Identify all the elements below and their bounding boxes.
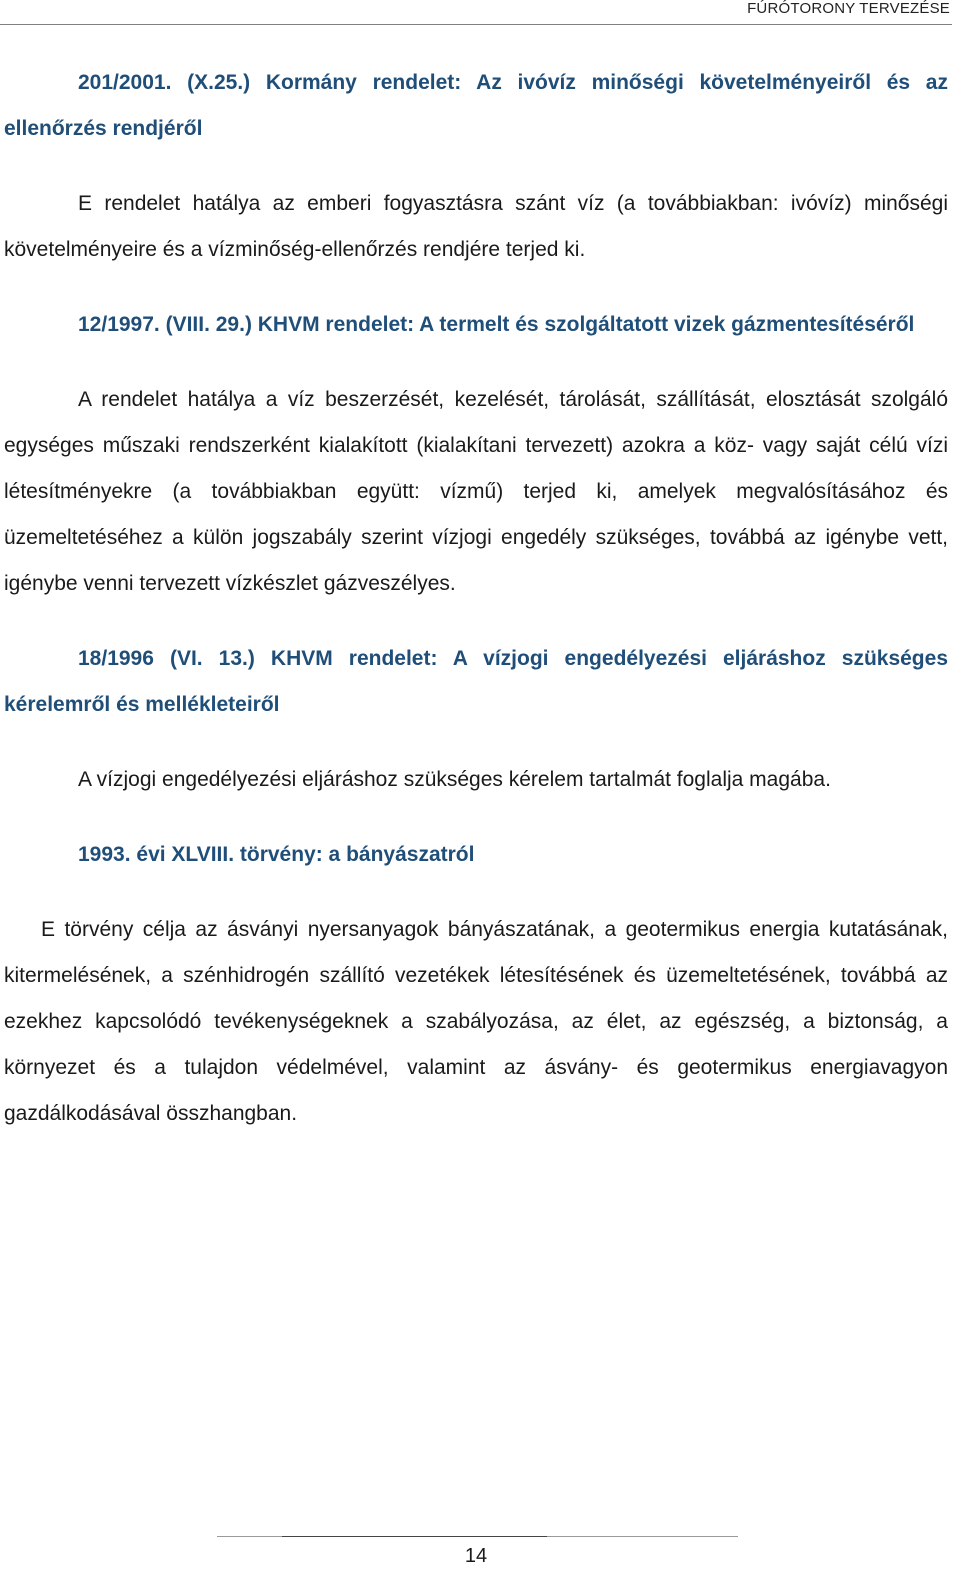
section-paragraph: E törvény célja az ásványi nyersanyagok bányászatának, a geotermikus energia kutatásának, kitermelésének, a szénhidrogén szállító vezetékek létesítésének és üzemeltetésének, továbbá az ezekhez kapcsolódó tevékenységeknek a szabályozása, az élet, az egészség, a biztonság, a környezet és a tulajdon védelmével, valamint az ásvány- és geotermikus energiavagyon gazdálkodásával összhangban. [4,918,948,1125]
section-paragraph: A vízjogi engedélyezési eljáráshoz szükséges kérelem tartalmát foglalja magába. [78,768,831,791]
page-number: 14 [464,1545,488,1567]
section-paragraph: E rendelet hatálya az emberi fogyasztásra szánt víz (a továbbiakban: ivóvíz) minőségi követelményeire és a vízminőség-ellenőrzés rendjére terjed ki. [4,192,948,261]
section-heading: 18/1996 (VI. 13.) KHVM rendelet: A vízjogi engedélyezési eljáráshoz szükséges kérelemről és mellékleteiről [4,647,948,716]
page-header [0,0,952,25]
section-paragraph: A rendelet hatálya a víz beszerzését, kezelését, tárolását, szállítását, elosztását szolgáló egységes műszaki rendszerként kialakított (kialakítani tervezett) azokra a köz- vagy saját célú vízi létesítményekre (a továbbiakban együtt: vízmű) terjed ki, amelyek megvalósításához és üzemeltetéséhez a külön jogszabály szerint vízjogi engedély szükséges, továbbá az igénybe vett, igénybe venni tervezett vízkészlet gázveszélyes. [4,388,948,595]
section-heading: 201/2001. (X.25.) Kormány rendelet: Az ivóvíz minőségi követelményeiről és az ellenőrzés rendjéről [4,71,948,140]
section-heading: 1993. évi XLVIII. törvény: a bányászatról [78,843,475,866]
running-header-title: FÚRÓTORONY TERVEZÉSE [747,0,950,17]
section-heading: 12/1997. (VIII. 29.) KHVM rendelet: A termelt és szolgáltatott vizek gázmentesítéséről [78,313,915,336]
document-body [4,60,948,1137]
footer-divider [217,1536,738,1537]
